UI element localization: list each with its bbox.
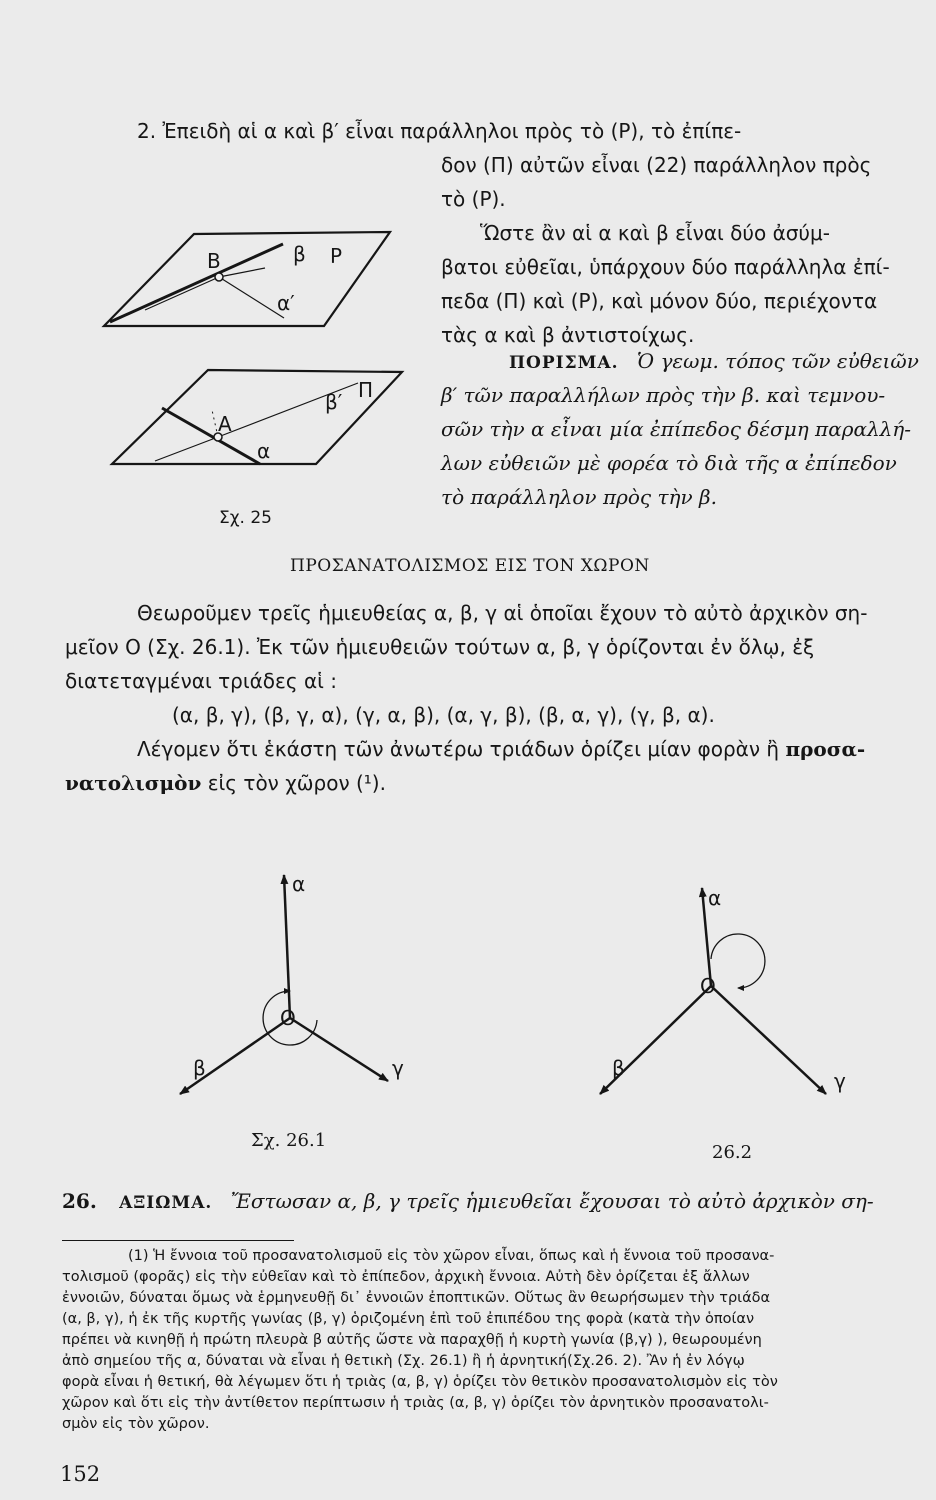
axiom-heading: ΑΞΙΩΜΑ. [119,1193,213,1213]
orientation-line1: Θεωροῦμεν τρεῖς ἡμιευθείας α, β, γ αἱ ὁποῖαι ἔχουν τὸ αὐτὸ ἀρχικὸν ση- [137,601,868,625]
label-o-26-2: O [700,974,716,998]
footnote-line4: (α, β, γ), ἡ ἐκ τῆς κυρτῆς γωνίας (β, γ) ὁριζομένη ἐπὶ τοῦ ἐπιπέδου της φορὰ (κατὰ τὴν ὁποίαν [62,1311,755,1327]
orientation-line5-bold: προσα- [785,737,866,761]
orientation-line6-bold: νατολισμὸν [65,771,202,795]
label-alpha-26-1: α [292,872,306,896]
porisma-text-1: Ὁ γεωμ. τόπος τῶν εὐθειῶν [636,349,919,373]
footnote-line5: πρέπει νὰ κινηθῇ ἡ πρώτη πλευρὰ β αὐτῆς ὥστε νὰ παραχθῇ ἡ κυρτὴ γωνία (β,γ) ), θεωρουμένη [62,1332,762,1348]
label-o-26-1: O [280,1006,296,1030]
para2-line2: δον (Π) αὐτῶν εἶναι (22) παράλληλον πρὸς [441,153,872,177]
orientation-line2: μεῖον Ο (Σχ. 26.1). Ἐκ τῶν ἡμιευθειῶν τούτων α, β, γ ὁρίζονται ἐν ὅλῳ, ἐξ [65,635,815,659]
footnote-line8: χῶρον καὶ ὅτι εἰς τὴν ἀντίθετον περίπτωσιν ἡ τριὰς (α, β, γ) ὁρίζει τὸν ἀρνητικὸν προσανατολι- [62,1395,769,1411]
para2-line7: τὰς α καὶ β ἀντιστοίχως. [441,323,695,347]
figure-26-1 [180,872,404,1094]
orientation-line5-text: Λέγομεν ὅτι ἑκάστη τῶν ἀνωτέρω τριάδων ὁρίζει μίαν φορὰν ἢ [137,737,786,761]
axiom-number: 26. [62,1189,97,1213]
label-p: Ρ [330,244,343,268]
label-b: Β [207,249,221,273]
ray-alpha-26-1 [284,875,290,1018]
footnote-rule [62,1240,294,1241]
axiom-text: Ἔστωσαν α, β, γ τρεῖς ἡμιευθεῖαι ἔχουσαι τὸ αὐτὸ ἀρχικὸν ση- [230,1189,874,1213]
footnote-line1: (1) Ἡ ἔννοια τοῦ προσανατολισμοῦ εἰς τὸν χῶρον εἶναι, ὅπως καὶ ἡ ἔννοια τοῦ προσανα- [128,1248,775,1264]
footnote-line3: ἐννοιῶν, δύναται ὅμως νὰ ἑρμηνευθῇ δι᾽ ἐννοιῶν ἐποπτικῶν. Οὕτως ἂν θεωρήσωμεν τὴν τριάδα [62,1290,771,1306]
fig26-2-caption: 26.2 [712,1142,753,1163]
label-beta-prime: β′ [325,390,343,414]
porisma-line4: λων εὐθειῶν μὲ φορέα τὸ διὰ τῆς α ἐπίπεδον [441,451,897,475]
label-beta-26-2: β [612,1056,625,1080]
label-beta: β [293,242,306,266]
label-beta-26-1: β [193,1056,206,1080]
para2-line3: τὸ (Ρ). [441,187,506,211]
footnote-line7: φορὰ εἶναι ἡ θετική, θὰ λέγωμεν ὅτι ἡ τριὰς (α, β, γ) ὁρίζει τὸν θετικὸν προσανατολισμὸν εἰς τὸν [62,1374,778,1390]
orientation-line6-text: εἰς τὸν χῶρον (¹). [201,771,386,795]
fig26-1-caption: Σχ. 26.1 [251,1130,327,1151]
porisma-line2: β′ τῶν παραλλήλων πρὸς τὴν β. καὶ τεμνου- [441,383,886,407]
label-alpha-26-2: α [708,886,722,910]
label-pi: Π [358,378,374,402]
para2-line5: βατοι εὐθεῖαι, ὑπάρχουν δύο παράλληλα ἐπί- [441,255,890,279]
axiom-line [62,1187,874,1217]
label-alpha-prime: α′ [277,291,295,315]
page-number: 152 [60,1462,101,1486]
ray-gamma-26-2 [711,986,826,1094]
section-title: ΠΡΟΣΑΝΑΤΟΛΙΣΜΟΣ ΕΙΣ ΤΟΝ ΧΩΡΟΝ [290,556,650,576]
label-gamma-26-2: γ [834,1069,846,1093]
footnote-line9: σμὸν εἰς τὸν χῶρον. [62,1416,210,1432]
orientation-arc-26-2 [711,934,765,988]
footnote-line2: τολισμοῦ (φορᾶς) εἰς τὴν εὐθεῖαν καὶ τὸ ἐπίπεδον, ἀρχικὴ ἔννοια. Αὐτὴ δὲν ὁρίζεται ἐξ ἄλλων [62,1269,750,1285]
orientation-line3: διατεταγμέναι τριάδες αἱ : [65,669,337,693]
fig25-caption: Σχ. 25 [219,508,273,528]
figure-26-2 [600,886,846,1094]
para2-line4: Ὥστε ἂν αἱ α καὶ β εἶναι δύο ἀσύμ- [480,221,830,245]
para2-line6: πεδα (Π) καὶ (Ρ), καὶ μόνον δύο, περιέχοντα [441,289,878,313]
porisma-line5: τὸ παράλληλον πρὸς τὴν β. [441,485,717,509]
label-gamma-26-1: γ [392,1056,404,1080]
para2-line1: 2. Ἐπειδὴ αἱ α καὶ β′ εἶναι παράλληλοι πρὸς τὸ (Ρ), τὸ ἐπίπε- [137,119,742,143]
porisma-heading: ΠΟΡΙΣΜΑ. [509,353,619,373]
footnote-line6: ἀπὸ σημείου τῆς α, δύναται νὰ εἶναι ἡ θετικὴ (Σχ. 26.1) ἢ ἡ ἀρνητική(Σχ.26. 2). Ἂν ἡ ἐν λόγῳ [62,1353,745,1369]
porisma-line3: σῶν τὴν α εἶναι μία ἐπίπεδος δέσμη παραλλή- [441,417,912,441]
ray-gamma-26-1 [290,1018,388,1081]
orientation-triads: (α, β, γ), (β, γ, α), (γ, α, β), (α, γ, β), (β, α, γ), (γ, β, α). [172,703,715,727]
label-alpha: α [257,439,271,463]
label-a: Α [218,412,232,436]
